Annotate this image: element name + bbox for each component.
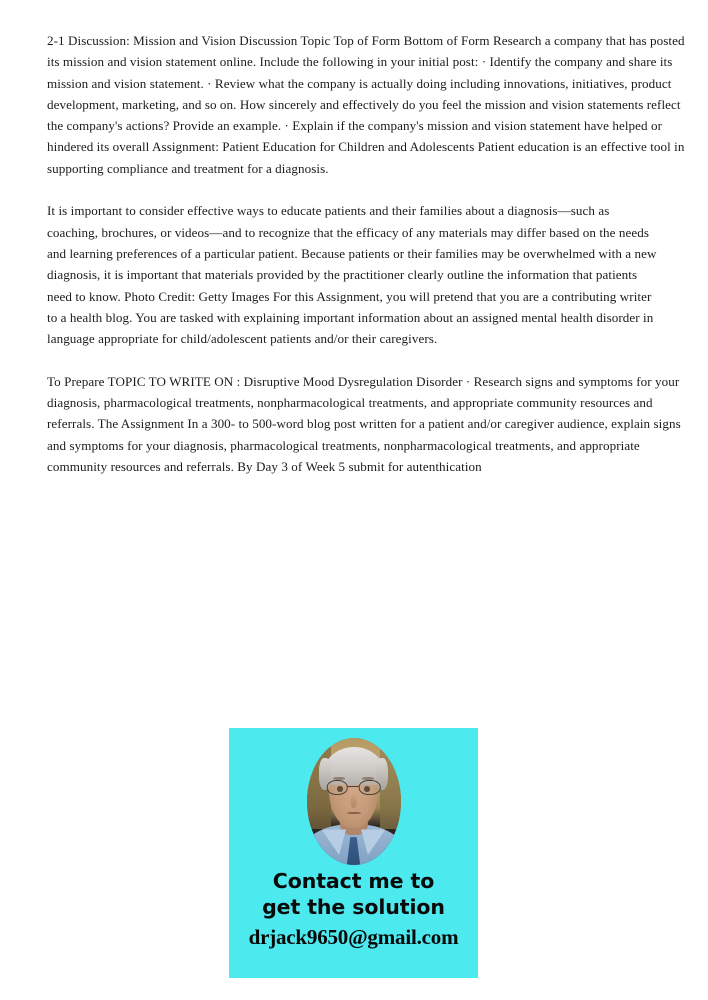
banner-headline-line-1: Contact me to [272,869,435,893]
eyeglass-bridge [348,786,359,787]
paragraph-3: To Prepare TOPIC TO WRITE ON : Disruptive Mood Dysregulation Disorder · Research signs and symptoms for your diagnosis, pharmacological treatments, nonpharmacological treatments, and appropriate community resources and referrals. The Assignment In a 300- to 500-word blog post written for a patient and/or caregiver audience, explain signs and symptoms for your diagnosis, pharmacological treatments, nonpharmacological treatments, and appropriate community resources and referrals. By Day 3 of Week 5 submit for autenthication [47,373,681,474]
portrait-nose [350,793,357,808]
portrait-photo [307,738,401,865]
eyeglass-lens-right [359,780,381,795]
banner-email-address[interactable]: drjack9650@gmail.com [248,925,459,949]
contact-banner [229,728,478,978]
eyeglass-lens-left [326,780,348,795]
paragraph-2: It is important to consider effective ways to educate patients and their families about a diagnosis—such as coaching, brochures, or videos—and to recognize that the efficacy of any materials may differ based on the needs and learning preferences of a particular patient. Because patients or their families may be overwhelmed with a new diagnosis, it is important that materials provided by the practitioner clearly outline the information that patients need to know. Photo Credit: Getty Images For this Assignment, you will pretend that you are a contributing writer to a health blog. You are tasked with explaining important information about an assigned mental health disorder in language appropriate for child/adolescent patients and/or their caregivers. [47,203,657,347]
paragraph-1: 2-1 Discussion: Mission and Vision Discussion Topic Top of Form Bottom of Form Research a company that has posted its mission and vision statement online. Include the following in your initial post: · Identify the company and share its mission and vision statement. · Review what the company is actually doing including innovations, initiatives, product development, marketing, and so on. How sincerely and effectively do you feel the mission and vision statements reflect the company's actions? Provide an example. · Explain if the company's mission and vision statement have helped or hindered its overall Assignment: Patient Education for Children and Adolescents Patient education is an effective tool in supporting compliance and treatment for a diagnosis. [47,33,685,176]
banner-headline-line-2: get the solution [262,895,445,919]
document-text-body [47,30,687,477]
